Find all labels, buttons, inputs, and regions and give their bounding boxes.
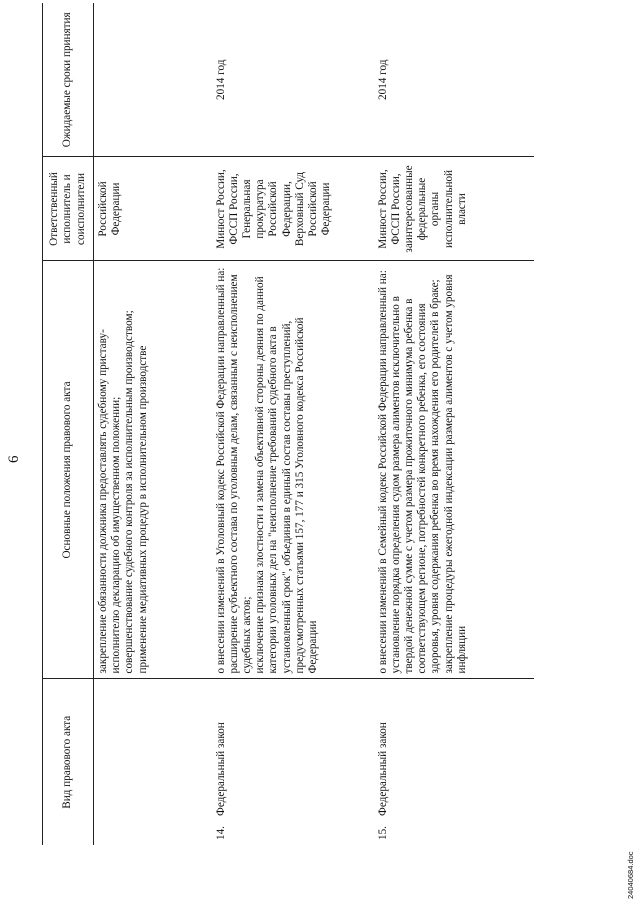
row-type <box>94 679 212 821</box>
provision-item: установление порядка определения судом размера алиментов исключительно в твердой денежной сумме с учетом размера прожиточного минимума ребенка в соответствующем регионе, потребностей конкретного ребенка, его состояния здоровья, уровня содержания ребенка во время нахождения его родителей в браке; <box>389 279 442 674</box>
executor-line: заинтересованные <box>402 165 415 253</box>
executor-line: Верховный Суд <box>293 171 306 247</box>
file-stamp: 24040684.doc <box>626 851 635 899</box>
row-executor <box>212 157 374 261</box>
executor-line: Генеральная <box>240 179 253 239</box>
executor-line: Минюст России, <box>214 169 227 249</box>
executor-line: исполнительной <box>442 169 455 249</box>
table-header-row <box>43 3 94 845</box>
executor-line: Федерации <box>110 182 123 236</box>
row-executor <box>94 157 212 261</box>
row-number <box>94 821 212 845</box>
provision-item: о внесении изменений в Уголовный кодекс Российской Федерации направленный на: <box>214 267 227 674</box>
executor-line: Федерации, <box>280 181 293 237</box>
row-deadline <box>94 3 212 157</box>
executor-line: власти <box>455 193 468 225</box>
executor-line: Российской <box>306 181 319 237</box>
executor-line: прокуратура <box>254 179 267 239</box>
executor-line: Минюст России, <box>376 169 389 249</box>
provision-item: о внесении изменений в Семейный кодекс Российской Федерации направленный на: <box>376 270 389 674</box>
header-type: Вид правового акта <box>43 679 94 845</box>
row-deadline: 2014 год <box>212 3 374 157</box>
page-number: 6 <box>6 455 22 463</box>
row-provisions <box>94 261 212 679</box>
executor-line: органы <box>429 191 442 227</box>
row-executor <box>374 157 534 261</box>
table-row <box>374 3 534 845</box>
row-provisions <box>212 261 374 679</box>
provision-item: применение медиативных процедур в исполнительном производстве <box>136 345 149 674</box>
row-provisions <box>374 261 534 679</box>
table-row <box>94 3 212 845</box>
executor-line: Российской <box>97 181 109 237</box>
legal-acts-table <box>42 3 534 845</box>
provision-item: закрепление процедуры ежегодной индексации размера алиментов с учетом уровня инфляции <box>442 274 468 674</box>
executor-line: Федерации <box>320 182 333 236</box>
row-number: 14. <box>214 826 227 840</box>
provision-item: исключение признака злостности и замена объективной стороны деяния по данной категории уголовных дел на "неисполнение требований судебного акта в установленный срок", объединив в единый состав составы преступлений, предусмотренных статьями 157, 177 и 315 Уголовного кодекса Российской Федерации <box>254 276 319 674</box>
executor-line: федеральные <box>416 177 429 241</box>
header-executor: Ответственный исполнитель и соисполнители <box>43 157 94 261</box>
provision-item: совершенствование судебного контроля за исполнительным производством; <box>123 310 136 674</box>
executor-line: ФССП России, <box>389 173 402 245</box>
executor-line: ФССП России, <box>227 173 240 245</box>
executor-line: Российской <box>267 181 280 237</box>
row-type: Федеральный закон <box>214 722 227 816</box>
row-deadline: 2014 год <box>374 3 534 157</box>
table-row <box>212 3 374 845</box>
header-provisions: Основные положения правового акта <box>43 261 94 679</box>
provision-item: расширение субъектного состава по уголовным делам, связанным с неисполнением судебных актов; <box>227 274 253 674</box>
header-deadline: Ожидаемые сроки принятия <box>43 3 94 157</box>
row-type: Федеральный закон <box>376 722 389 816</box>
row-number: 15. <box>376 826 389 840</box>
provision-item: закрепление обязанности должника предоставлять судебному приставу-исполнителю декларацию об имущественном положении; <box>97 329 123 674</box>
